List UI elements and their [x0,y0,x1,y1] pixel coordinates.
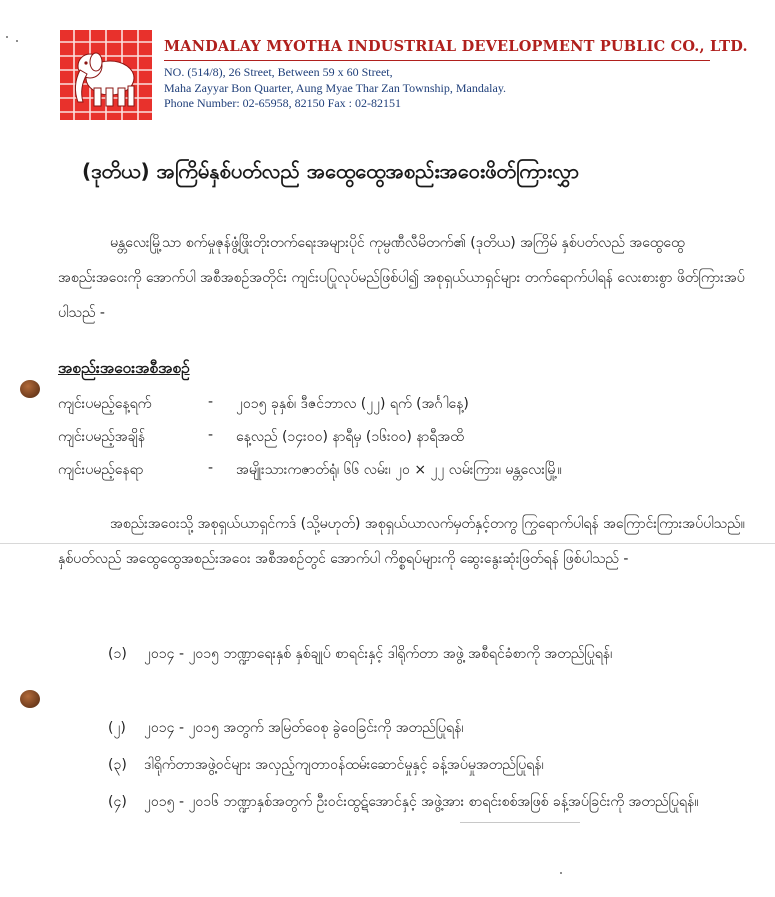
agenda-item-2 [108,712,738,744]
agenda-number: (၃) [108,757,127,773]
agenda-number: (၁) [108,646,127,662]
detail-dash: - [208,460,214,476]
agenda-item-1 [108,638,738,670]
detail-dash: - [208,394,214,410]
meeting-time-row [58,427,758,451]
scan-speck [6,36,8,38]
address-line-1: NO. (514/8), 26 Street, Between 59 x 60 Street, [164,65,393,79]
agenda-number: (၂) [108,720,126,736]
address-line-2: Maha Zayyar Bon Quarter, Aung Myae Thar Zan Township, Mandalay. [164,80,507,95]
detail-dash: - [208,427,214,443]
scan-artifact-line [0,543,775,544]
agenda-text: ဒါရိုက်တာအဖွဲ့ဝင်များ အလှည့်ကျတာဝန်ထမ်းဆောင်မှုနှင့် ခန့်အပ်မှုအတည်ပြုရန်၊ [144,757,544,773]
detail-label: ကျင်းပမည့်နေရာ [58,462,144,478]
company-logo [60,30,152,120]
scan-speck [560,872,562,874]
detail-label: ကျင်းပမည့်အချိန် [58,429,145,445]
meeting-venue-row [58,460,758,484]
document-title: (ဒုတိယ) အကြိမ်နှစ်ပတ်လည် အထွေထွေအစည်းအဝေးဖိတ်ကြားလွှာ [82,159,580,183]
detail-value: အမျိုးသားကဇာတ်ရုံ၊ ၆၆ လမ်း၊ ၂၀ × ၂၂ လမ်းကြား၊ မန္တလေးမြို့။ [236,462,562,478]
meeting-date-row [58,394,758,418]
phone-fax-line: Phone Number: 02-65958, 82150 Fax : 02-82151 [164,96,401,110]
agenda-text: ၂၀၁၄ - ၂၀၁၅ အတွက် အမြတ်ဝေစု ခွဲဝေခြင်းကို အတည်ပြုရန်၊ [144,720,464,736]
agenda-text: ၂၀၁၅ - ၂၀၁၆ ဘဏ္ဍာနှစ်အတွက် ဦးဝင်းထွဋ်အောင်နှင့် အဖွဲ့အား စာရင်းစစ်အဖြစ် ခန့်အပ်ခြင်းကို အတည်ပြုရန်။ [144,794,699,810]
agenda-text: ၂၀၁၄ - ၂၀၁၅ ဘဏ္ဍာရေးနှစ် နှစ်ချုပ် စာရင်းနှင့် ဒါရိုက်တာ အဖွဲ့ အစီရင်ခံစာကို အတည်ပြုရန်၊ [144,646,613,662]
detail-value: ၂၀၁၅ ခုနှစ်၊ ဒီဇင်ဘာလ (၂၂) ရက် (အင်္ဂါနေ့) [236,396,469,412]
scan-speck [16,40,18,42]
notice-paragraph-text: အစည်းအဝေးသို့ အစုရှယ်ယာရှင်ကဒ် (သို့မဟုတ်) အစုရှယ်ယာလက်မှတ်နှင့်တကွ ကြွရောက်ပါရန် အကြောင်းကြားအပ်ပါသည်။ နှစ်ပတ်လည် အထွေထွေအစည်းအဝေး အစီအစဉ်တွင် အောက်ပါ ကိစ္စရပ်များကို ဆွေးနွေးဆုံးဖြတ်ရန် ဖြစ်ပါသည် - [58,516,745,567]
punch-hole [20,380,40,398]
company-address [164,65,724,112]
notice-paragraph [58,507,748,577]
detail-value: နေ့လည် (၁၄း၀၀) နာရီမှ (၁၆း၀၀) နာရီအထိ [236,429,464,445]
scan-artifact-line [460,822,580,823]
agenda-item-3 [108,749,738,781]
agenda-number: (၄) [108,794,127,810]
intro-paragraph-text: မန္တလေးမြို့သာ စက်မှုဇုန်ဖွံ့ဖြိုးတိုးတက်ရေးအများပိုင် ကုမ္ပဏီလီမိတက်၏ (ဒုတိယ) အကြိမ် နှစ်ပတ်လည် အထွေထွေအစည်းအဝေးကို အောက်ပါ အစီအစဉ်အတိုင်း ကျင်းပပြုလုပ်မည်ဖြစ်ပါ၍ အစုရှယ်ယာရှင်များ တက်ရောက်ပါရန် လေးစားစွာ ဖိတ်ကြားအပ်ပါသည် - [58,235,745,321]
meeting-schedule-heading: အစည်းအဝေးအစီအစဉ် [58,359,190,377]
punch-hole [20,690,40,708]
agenda-item-4 [108,786,738,818]
intro-paragraph [58,226,748,331]
detail-label: ကျင်းပမည့်နေ့ရက် [58,396,152,412]
company-name: MANDALAY MYOTHA INDUSTRIAL DEVELOPMENT PUBLIC CO., LTD. [164,38,748,55]
header-divider [164,60,710,61]
elephant-logo-icon [60,30,152,120]
